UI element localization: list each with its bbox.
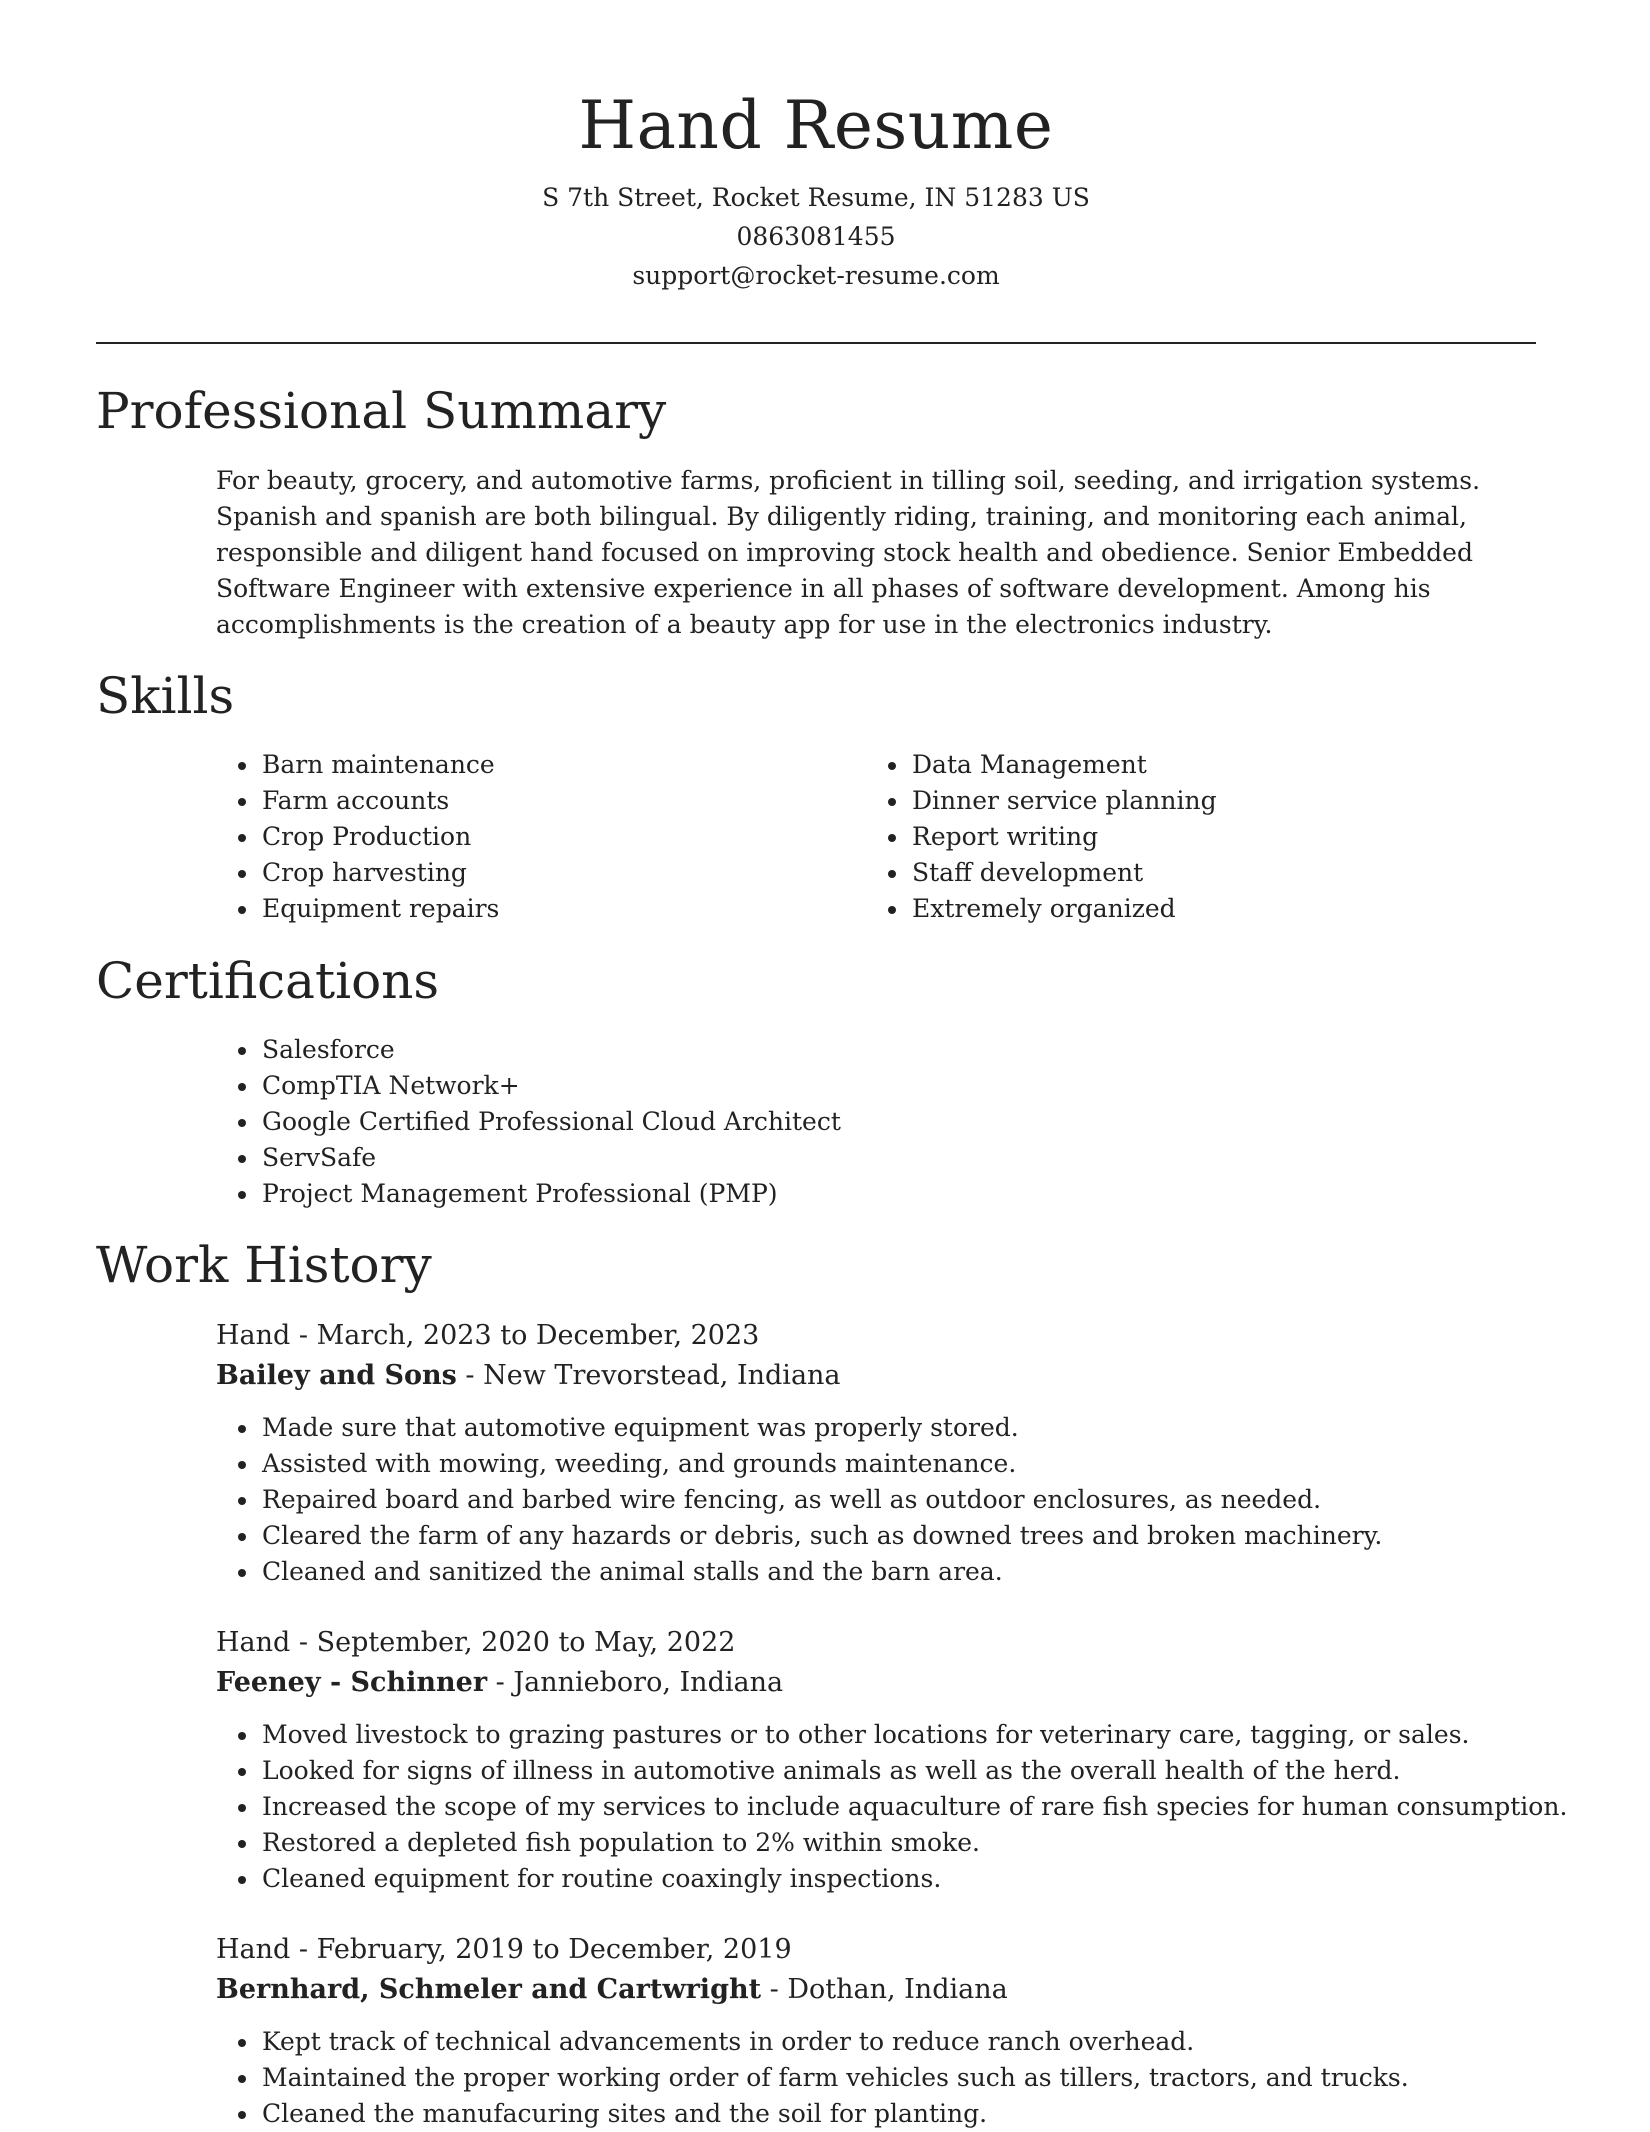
summary-heading: Professional Summary <box>96 382 667 440</box>
skills-list-left <box>216 747 860 927</box>
list-item: • Assisted with mowing, weeding, and grounds maintenance. <box>260 1446 1600 1482</box>
list-item: • Restored a depleted fish population to 2% within smoke. <box>260 1825 1650 1861</box>
skills-list-right <box>866 747 1550 927</box>
list-item: • Crop harvesting <box>260 855 860 891</box>
contact-block <box>0 178 1632 295</box>
list-item: • Cleaned and sanitized the animal stalls and the barn area. <box>260 1554 1600 1590</box>
list-item: • Cleaned the manufacuring sites and the soil for planting. <box>260 2096 1600 2132</box>
list-item: • Repaired board and barbed wire fencing, as well as outdoor enclosures, as needed. <box>260 1482 1600 1518</box>
job-title: Hand - February, 2019 to December, 2019 <box>216 1934 792 1965</box>
list-item: • Increased the scope of my services to include aquaculture of rare fish species for human consumption. <box>260 1789 1650 1825</box>
list-item: • Barn maintenance <box>260 747 860 783</box>
employer-location: - Dothan, Indiana <box>761 1974 1008 2005</box>
list-item: • Data Management <box>910 747 1550 783</box>
employer-name: Bailey and Sons <box>216 1360 457 1391</box>
job-title: Hand - September, 2020 to May, 2022 <box>216 1627 736 1658</box>
contact-phone: 0863081455 <box>736 222 896 251</box>
list-item: • Moved livestock to grazing pastures or to other locations for veterinary care, tagging, or sales. <box>260 1717 1650 1753</box>
list-item: • Crop Production <box>260 819 860 855</box>
employer-name: Feeney - Schinner <box>216 1667 488 1698</box>
job-duties-list <box>216 1410 1600 1590</box>
list-item: • Cleared the farm of any hazards or debris, such as downed trees and broken machinery. <box>260 1518 1600 1554</box>
list-item: • Google Certified Professional Cloud Architect <box>260 1104 1560 1140</box>
job-title: Hand - March, 2023 to December, 2023 <box>216 1320 760 1351</box>
list-item: • Cleaned equipment for routine coaxingly inspections. <box>260 1861 1650 1897</box>
resume-header <box>0 0 1632 295</box>
employer-location: - Jannieboro, Indiana <box>487 1667 784 1698</box>
list-item: • CompTIA Network+ <box>260 1068 1560 1104</box>
list-item: • Extremely organized <box>910 891 1550 927</box>
job-employer-line <box>216 1663 783 1703</box>
list-item: • Salesforce <box>260 1032 1560 1068</box>
job-employer-line <box>216 1970 1008 2010</box>
skills-heading: Skills <box>96 667 235 725</box>
contact-email: support@rocket-resume.com <box>632 261 1000 290</box>
list-item: • Staff development <box>910 855 1550 891</box>
list-item: • Looked for signs of illness in automotive animals as well as the overall health of the herd. <box>260 1753 1650 1789</box>
list-item: • Dinner service planning <box>910 783 1550 819</box>
job-employer-line <box>216 1356 841 1396</box>
certifications-heading: Certifications <box>96 952 440 1010</box>
job-duties-list <box>216 2024 1600 2132</box>
list-item: • Farm accounts <box>260 783 860 819</box>
list-item: • Report writing <box>910 819 1550 855</box>
certifications-list <box>216 1032 1560 1212</box>
list-item: • Kept track of technical advancements in order to reduce ranch overhead. <box>260 2024 1600 2060</box>
list-item: • Equipment repairs <box>260 891 860 927</box>
employer-name: Bernhard, Schmeler and Cartwright <box>216 1974 762 2005</box>
list-item: • ServSafe <box>260 1140 1560 1176</box>
summary-text: For beauty, grocery, and automotive farms, proficient in tilling soil, seeding, and irrigation systems. Spanish and spanish are both bilingual. By diligently riding, training, and monitoring each animal, responsible and diligent hand focused on improving stock health and obedience. Senior Embedded Software Engineer with extensive experience in all phases of software development. Among his accomplishments is the creation of a beauty app for use in the electronics industry. <box>216 466 1481 639</box>
contact-address: S 7th Street, Rocket Resume, IN 51283 US <box>542 183 1090 212</box>
work-history-heading: Work History <box>96 1236 432 1294</box>
list-item: • Made sure that automotive equipment was properly stored. <box>260 1410 1600 1446</box>
candidate-name: Hand Resume <box>578 87 1054 164</box>
job-duties-list <box>216 1717 1650 1897</box>
header-divider <box>96 342 1536 344</box>
employer-location: - New Trevorstead, Indiana <box>456 1360 841 1391</box>
list-item: • Maintained the proper working order of farm vehicles such as tillers, tractors, and trucks. <box>260 2060 1600 2096</box>
list-item: • Project Management Professional (PMP) <box>260 1176 1560 1212</box>
